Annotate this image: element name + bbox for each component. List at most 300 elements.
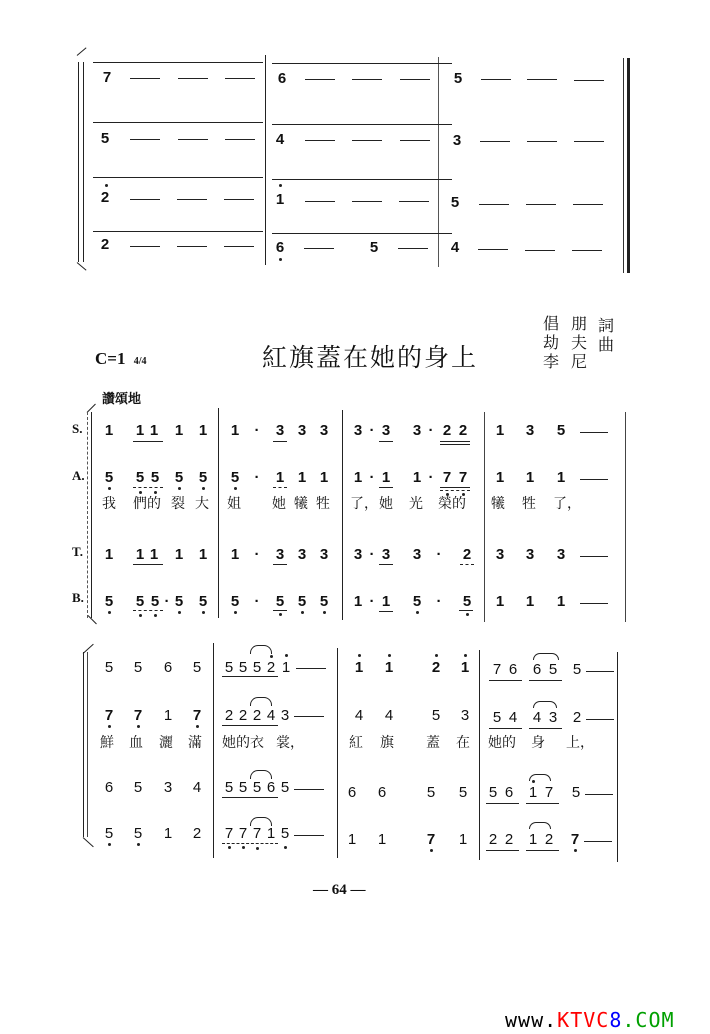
note: 1 <box>230 546 240 563</box>
dot-extension: · <box>436 546 442 563</box>
hold-dash <box>224 199 254 200</box>
eighth-underline <box>486 850 519 851</box>
barline <box>617 652 618 862</box>
song-title: 紅旗蓋在她的身上 <box>262 343 479 372</box>
dot-extension: · <box>428 422 434 439</box>
note: 3 <box>381 546 391 563</box>
note: 5 <box>135 593 145 610</box>
barline <box>337 648 338 858</box>
note: 1 <box>495 469 505 486</box>
low-octave-dot <box>466 613 469 616</box>
credit-char: 倡 <box>542 314 559 333</box>
eighth-underline <box>273 564 287 565</box>
watermark <box>505 1010 675 1030</box>
note: 1 <box>135 546 145 563</box>
note: 1 <box>174 422 184 439</box>
note: 5 <box>135 469 145 486</box>
low-octave-dot <box>202 611 205 614</box>
note: 5 <box>174 593 184 610</box>
note: 1 <box>163 825 173 842</box>
lyric: 光 <box>409 496 423 512</box>
credit-char: 劫 <box>542 333 559 352</box>
note: 1 <box>528 831 538 848</box>
low-octave-dot <box>234 611 237 614</box>
eighth-underline <box>133 564 163 565</box>
note: 2 <box>100 236 110 253</box>
note: 6 <box>347 784 357 801</box>
hold-dash <box>130 199 160 200</box>
note: 6 <box>277 70 287 87</box>
note: 1 <box>149 546 159 563</box>
low-octave-dot <box>154 614 157 617</box>
note: 1 <box>297 469 307 486</box>
note: 3 <box>280 707 290 724</box>
note: 2 <box>238 707 248 724</box>
eighth-underline <box>273 441 287 442</box>
eighth-underline <box>379 564 393 565</box>
low-octave-dot <box>430 849 433 852</box>
lyric: 滿 <box>188 735 202 751</box>
note: 3 <box>297 422 307 439</box>
credit-char: 夫 <box>570 333 587 352</box>
note: 5 <box>230 593 240 610</box>
low-octave-dot <box>108 843 111 846</box>
note: 1 <box>135 422 145 439</box>
tie-bracket <box>93 231 263 238</box>
note: 5 <box>369 239 379 256</box>
note: 5 <box>426 784 436 801</box>
hold-dash <box>225 78 255 79</box>
note: 6 <box>104 779 114 796</box>
eighth-underline <box>133 610 163 611</box>
brace-bottom <box>83 837 94 847</box>
watermark-ktv: KTV <box>557 1008 597 1032</box>
eighth-underline <box>459 610 473 611</box>
lyric: 牲 <box>522 496 536 512</box>
note: 7 <box>252 825 262 842</box>
credit-column-2 <box>570 314 588 371</box>
high-octave-dot <box>358 654 361 657</box>
lyric: 了， <box>350 496 378 512</box>
sixteenth-underline <box>222 843 278 844</box>
note: 1 <box>381 469 391 486</box>
note: 7 <box>442 469 452 486</box>
sixteenth-underline <box>440 487 470 488</box>
hold-dash <box>224 246 254 247</box>
note: 1 <box>495 593 505 610</box>
note: 5 <box>319 593 329 610</box>
dot-extension: · <box>369 546 375 563</box>
note: 6 <box>163 659 173 676</box>
note: 6 <box>532 661 542 678</box>
note: 1 <box>460 659 470 676</box>
tie-arc <box>250 817 272 826</box>
tie-arc <box>529 774 551 781</box>
hold-dash <box>352 201 382 202</box>
note: 5 <box>492 709 502 726</box>
lyric: 在 <box>456 735 470 751</box>
note: 5 <box>572 661 582 678</box>
note: 2 <box>192 825 202 842</box>
note: 3 <box>353 422 363 439</box>
credit-role: 詞 <box>597 316 614 335</box>
note: 5 <box>133 659 143 676</box>
note: 3 <box>460 707 470 724</box>
low-octave-dot <box>228 846 231 849</box>
note: 5 <box>462 593 472 610</box>
hold-dash <box>525 250 555 251</box>
tie-bracket <box>93 177 263 184</box>
lyric: 我 <box>102 496 116 512</box>
hold-dash <box>479 204 509 205</box>
tie-arc <box>250 770 272 779</box>
hold-dash <box>130 139 160 140</box>
tie-arc <box>533 653 559 660</box>
note: 4 <box>450 239 460 256</box>
brace-bottom <box>88 615 97 624</box>
eighth-underline <box>379 611 393 612</box>
eighth-underline <box>526 803 559 804</box>
hold-dash <box>305 140 335 141</box>
final-barline <box>623 58 626 273</box>
lyric: 裳， <box>276 735 304 751</box>
note: 1 <box>319 469 329 486</box>
hold-dash <box>177 246 207 247</box>
note: 3 <box>319 546 329 563</box>
eighth-underline <box>529 680 562 681</box>
low-octave-dot <box>234 487 237 490</box>
credit-char: 朋 <box>570 314 587 333</box>
note: 5 <box>548 661 558 678</box>
barline <box>479 650 480 860</box>
note: 1 <box>198 546 208 563</box>
note: 5 <box>280 779 290 796</box>
lyric: 姐 <box>227 496 241 512</box>
hold-dash <box>400 79 430 80</box>
part-label-soprano: S. <box>72 421 83 436</box>
hold-dash <box>580 556 608 557</box>
lyric: 牲 <box>316 496 330 512</box>
eighth-underline <box>273 487 287 488</box>
hold-dash <box>584 841 612 842</box>
note: 1 <box>275 469 285 486</box>
note: 7 <box>224 825 234 842</box>
high-octave-dot <box>388 654 391 657</box>
lyric: 裂 <box>171 496 185 512</box>
credit-column-1 <box>542 314 560 371</box>
note: 2 <box>266 659 276 676</box>
note: 1 <box>281 659 291 676</box>
hold-dash <box>527 79 557 80</box>
hold-dash <box>580 603 608 604</box>
low-octave-dot <box>202 487 205 490</box>
hold-dash <box>178 78 208 79</box>
hold-dash <box>580 432 608 433</box>
dot-extension: · <box>254 469 260 486</box>
note: 7 <box>492 661 502 678</box>
hold-dash <box>296 668 326 669</box>
note: 3 <box>319 422 329 439</box>
note: 2 <box>431 659 441 676</box>
lyric: 上， <box>566 735 594 751</box>
dot-extension: · <box>428 469 434 486</box>
lyric: 她的 <box>488 735 516 751</box>
high-octave-dot <box>435 654 438 657</box>
lyric: 灑 <box>159 735 173 751</box>
hold-dash <box>398 248 428 249</box>
note: 5 <box>450 194 460 211</box>
note: 5 <box>133 779 143 796</box>
note: 2 <box>224 707 234 724</box>
note: 5 <box>100 130 110 147</box>
lyric: 犧 <box>294 496 308 512</box>
hold-dash <box>399 201 429 202</box>
note: 3 <box>525 546 535 563</box>
note: 6 <box>275 239 285 256</box>
hold-dash <box>304 248 334 249</box>
note: 1 <box>556 469 566 486</box>
time-signature: 4/4 <box>133 356 147 367</box>
tie-bracket <box>272 63 452 70</box>
note: 5 <box>556 422 566 439</box>
note: 7 <box>238 825 248 842</box>
note: 5 <box>230 469 240 486</box>
lyric: 蓋 <box>426 735 440 751</box>
credit-role: 曲 <box>597 335 614 354</box>
hold-dash <box>585 794 613 795</box>
note: 1 <box>525 593 535 610</box>
hold-dash <box>305 79 335 80</box>
note: 7 <box>133 707 143 724</box>
sixteenth-underline <box>222 797 278 798</box>
dot-extension: · <box>369 469 375 486</box>
note: 5 <box>198 593 208 610</box>
low-octave-dot <box>256 847 259 850</box>
note: 6 <box>508 661 518 678</box>
brace-top <box>77 47 87 55</box>
note: 5 <box>488 784 498 801</box>
note: 1 <box>412 469 422 486</box>
eighth-underline <box>133 441 163 442</box>
note: 7 <box>426 831 436 848</box>
note: 5 <box>252 659 262 676</box>
note: 4 <box>275 131 285 148</box>
lyric: 了， <box>553 496 581 512</box>
note: 5 <box>224 779 234 796</box>
note: 1 <box>528 784 538 801</box>
note: 3 <box>556 546 566 563</box>
note: 3 <box>381 422 391 439</box>
high-octave-dot <box>105 184 108 187</box>
hold-dash <box>178 139 208 140</box>
low-octave-dot <box>137 725 140 728</box>
eighth-underline <box>486 803 519 804</box>
note: 5 <box>150 593 160 610</box>
hold-dash <box>572 250 602 251</box>
note: 1 <box>174 546 184 563</box>
high-octave-dot <box>285 654 288 657</box>
watermark-c: C <box>596 1008 610 1032</box>
watermark-com: .COM <box>622 1008 675 1032</box>
lyric: 身 <box>531 735 545 751</box>
high-octave-dot <box>270 655 273 658</box>
dot-extension: · <box>254 546 260 563</box>
note: 7 <box>102 69 112 86</box>
sixteenth-underline <box>440 441 470 442</box>
note: 1 <box>104 422 114 439</box>
lyric: 犧 <box>491 496 505 512</box>
hold-dash <box>294 835 324 836</box>
hold-dash <box>177 199 207 200</box>
hold-dash <box>527 141 557 142</box>
note: 2 <box>488 831 498 848</box>
high-octave-dot <box>279 184 282 187</box>
lyric: 們的 <box>133 496 161 512</box>
note: 1 <box>149 422 159 439</box>
note: 5 <box>192 659 202 676</box>
eighth-underline <box>379 487 393 488</box>
tie-arc <box>250 697 272 706</box>
note: 7 <box>570 831 580 848</box>
hold-dash <box>305 201 335 202</box>
low-octave-dot <box>178 611 181 614</box>
low-octave-dot <box>301 611 304 614</box>
note: 4 <box>508 709 518 726</box>
note: 1 <box>384 659 394 676</box>
lyric: 她 <box>272 496 286 512</box>
part-label-bass: B. <box>72 590 84 605</box>
note: 1 <box>353 469 363 486</box>
note: 5 <box>104 593 114 610</box>
lyric: 旗 <box>380 735 394 751</box>
tie-arc <box>250 645 272 654</box>
note: 2 <box>458 422 468 439</box>
hold-dash <box>225 139 255 140</box>
tie-bracket <box>272 124 452 131</box>
note: 5 <box>133 825 143 842</box>
barline <box>625 412 626 622</box>
note: 3 <box>412 546 422 563</box>
hold-dash <box>480 141 510 142</box>
low-octave-dot <box>416 611 419 614</box>
note: 2 <box>544 831 554 848</box>
watermark-8: 8 <box>609 1008 623 1032</box>
eighth-underline <box>526 850 559 851</box>
note: 1 <box>354 659 364 676</box>
note: 6 <box>377 784 387 801</box>
lyric: 血 <box>129 735 143 751</box>
lyric: 大 <box>195 496 209 512</box>
low-octave-dot <box>279 613 282 616</box>
hold-dash <box>580 479 608 480</box>
hold-dash <box>481 79 511 80</box>
note: 5 <box>104 825 114 842</box>
note: 5 <box>238 659 248 676</box>
eighth-underline <box>489 680 522 681</box>
note: 1 <box>495 422 505 439</box>
eighth-underline <box>529 728 562 729</box>
system-brace <box>83 652 88 837</box>
note: 1 <box>381 593 391 610</box>
note: 2 <box>462 546 472 563</box>
note: 2 <box>442 422 452 439</box>
barline <box>484 412 485 622</box>
dot-extension: · <box>369 422 375 439</box>
hold-dash <box>130 246 160 247</box>
note: 3 <box>297 546 307 563</box>
tie-bracket <box>272 179 452 186</box>
system-brace <box>87 412 92 618</box>
sixteenth-underline <box>440 444 470 445</box>
low-octave-dot <box>154 491 157 494</box>
note: 5 <box>224 659 234 676</box>
dot-extension: · <box>254 593 260 610</box>
lyric: 紅 <box>349 735 363 751</box>
note: 2 <box>504 831 514 848</box>
low-octave-dot <box>178 487 181 490</box>
note: 5 <box>174 469 184 486</box>
tie-arc <box>533 701 557 708</box>
low-octave-dot <box>196 725 199 728</box>
part-label-tenor: T. <box>72 544 83 559</box>
low-octave-dot <box>137 843 140 846</box>
low-octave-dot <box>139 491 142 494</box>
low-octave-dot <box>574 849 577 852</box>
hold-dash <box>573 204 603 205</box>
sixteenth-underline <box>222 725 278 726</box>
note: 5 <box>431 707 441 724</box>
lyric: 她 <box>379 496 393 512</box>
note: 5 <box>275 593 285 610</box>
hold-dash <box>586 671 614 672</box>
hold-dash <box>294 716 324 717</box>
eighth-underline <box>273 610 287 611</box>
sixteenth-underline <box>440 490 470 491</box>
eighth-underline <box>133 487 163 488</box>
note: 1 <box>556 593 566 610</box>
eighth-underline <box>489 728 522 729</box>
credit-char: 李 <box>542 352 559 371</box>
dot-extension: · <box>254 422 260 439</box>
note: 5 <box>104 469 114 486</box>
lyric: 鮮 <box>100 735 114 751</box>
hold-dash <box>352 140 382 141</box>
note: 3 <box>275 422 285 439</box>
low-octave-dot <box>279 258 282 261</box>
note: 3 <box>495 546 505 563</box>
key-label: C=1 <box>95 349 126 368</box>
eighth-underline <box>460 564 474 565</box>
low-octave-dot <box>108 611 111 614</box>
note: 5 <box>252 779 262 796</box>
note: 5 <box>458 784 468 801</box>
note: 5 <box>412 593 422 610</box>
note: 3 <box>548 709 558 726</box>
lyric: 榮的 <box>438 496 466 512</box>
note: 4 <box>384 707 394 724</box>
low-octave-dot <box>323 611 326 614</box>
note: 1 <box>525 469 535 486</box>
note: 3 <box>275 546 285 563</box>
note: 1 <box>198 422 208 439</box>
note: 3 <box>163 779 173 796</box>
note: 1 <box>230 422 240 439</box>
note: 4 <box>354 707 364 724</box>
sixteenth-underline <box>222 676 278 677</box>
low-octave-dot <box>242 846 245 849</box>
note: 5 <box>198 469 208 486</box>
note: 2 <box>252 707 262 724</box>
